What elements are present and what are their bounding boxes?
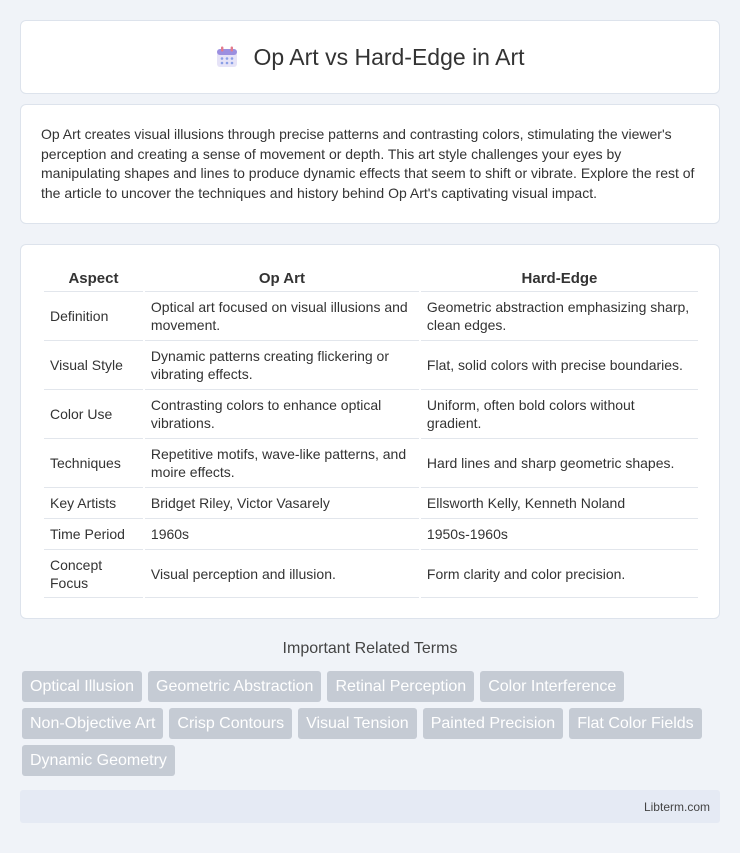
cell-aspect: Color Use — [44, 389, 143, 438]
cell-hard-edge: Geometric abstraction emphasizing sharp, clean edges. — [421, 291, 698, 340]
related-term-tag[interactable]: Crisp Contours — [169, 708, 292, 739]
cell-hard-edge: Flat, solid colors with precise boundaries. — [421, 340, 698, 389]
cell-hard-edge: Uniform, often bold colors without gradient. — [421, 389, 698, 438]
related-term-tag[interactable]: Painted Precision — [423, 708, 564, 739]
cell-aspect: Key Artists — [44, 487, 143, 518]
related-term-tag[interactable]: Geometric Abstraction — [148, 671, 321, 702]
table-row — [44, 487, 698, 518]
cell-hard-edge: Form clarity and color precision. — [421, 549, 698, 598]
cell-op-art: Visual perception and illusion. — [145, 549, 419, 598]
cell-op-art: Contrasting colors to enhance optical vibrations. — [145, 389, 419, 438]
table-header-row — [44, 265, 698, 291]
cell-aspect: Definition — [44, 291, 143, 340]
cell-aspect: Concept Focus — [44, 549, 143, 598]
cell-op-art: 1960s — [145, 518, 419, 549]
related-term-tag[interactable]: Optical Illusion — [22, 671, 142, 702]
cell-hard-edge: Hard lines and sharp geometric shapes. — [421, 438, 698, 487]
comparison-table — [42, 265, 700, 598]
cell-op-art: Repetitive motifs, wave-like patterns, and moire effects. — [145, 438, 419, 487]
related-terms-list — [22, 671, 722, 782]
table-row — [44, 340, 698, 389]
table-row — [44, 549, 698, 598]
table-row — [44, 389, 698, 438]
calendar-icon — [215, 45, 239, 69]
table-row — [44, 438, 698, 487]
footer — [20, 790, 720, 823]
footer-site-link[interactable]: Libterm.com — [643, 799, 710, 814]
related-terms-title: Important Related Terms — [282, 640, 458, 657]
table-row — [44, 291, 698, 340]
cell-op-art: Bridget Riley, Victor Vasarely — [145, 487, 419, 518]
cell-aspect: Time Period — [44, 518, 143, 549]
intro-text: Op Art creates visual illusions through precise patterns and contrasting colors, stimulating the viewer's perception and creating a sense of movement or depth. This art style challenges your eyes by manipulating shapes and lines to produce dynamic effects that seem to shift or vibrate. Explore the rest of the article to uncover the techniques and history behind Op Art's captivating visual impact. — [41, 126, 695, 201]
intro-card — [20, 104, 720, 224]
related-term-tag[interactable]: Color Interference — [480, 671, 624, 702]
related-term-tag[interactable]: Visual Tension — [298, 708, 417, 739]
cell-hard-edge: Ellsworth Kelly, Kenneth Noland — [421, 487, 698, 518]
related-term-tag[interactable]: Non-Objective Art — [22, 708, 163, 739]
page-title: Op Art vs Hard-Edge in Art — [253, 43, 525, 70]
header-card — [20, 20, 720, 94]
related-term-tag[interactable]: Flat Color Fields — [569, 708, 701, 739]
comparison-table-card — [20, 244, 720, 619]
header-hard-edge: Hard-Edge — [521, 269, 598, 287]
table-row — [44, 518, 698, 549]
cell-aspect: Techniques — [44, 438, 143, 487]
cell-op-art: Dynamic patterns creating flickering or vibrating effects. — [145, 340, 419, 389]
cell-aspect: Visual Style — [44, 340, 143, 389]
cell-op-art: Optical art focused on visual illusions and movement. — [145, 291, 419, 340]
header-aspect: Aspect — [68, 269, 119, 287]
related-term-tag[interactable]: Retinal Perception — [327, 671, 474, 702]
header-op-art: Op Art — [258, 269, 305, 287]
related-term-tag[interactable]: Dynamic Geometry — [22, 745, 175, 776]
cell-hard-edge: 1950s-1960s — [421, 518, 698, 549]
